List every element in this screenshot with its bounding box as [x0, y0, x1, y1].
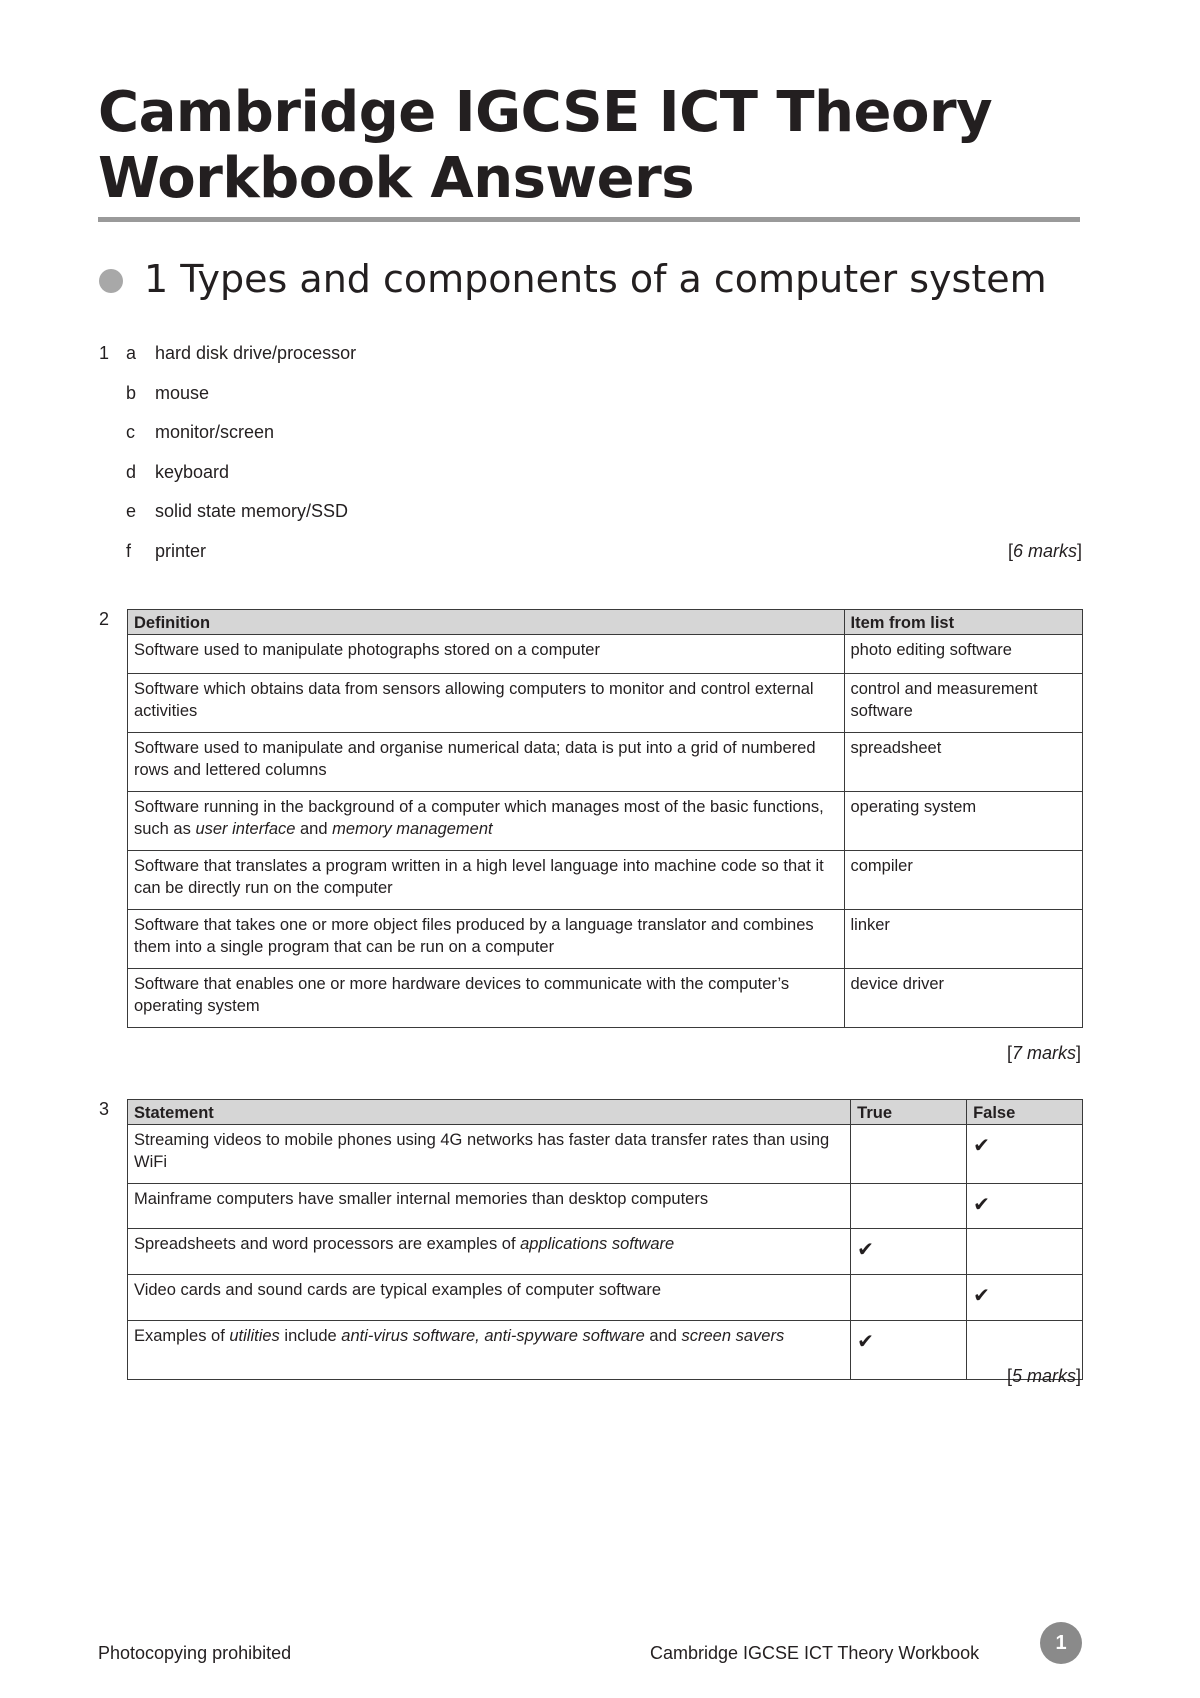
item-letter: c — [126, 422, 135, 443]
item-answer: keyboard — [155, 461, 230, 482]
statement-cell: Streaming videos to mobile phones using 4G networks has faster data transfer rates than using WiFi — [128, 1125, 851, 1184]
item-letter: f — [126, 540, 132, 561]
item-answer: mouse — [155, 382, 210, 403]
item-letter: d — [126, 461, 137, 482]
footer-copyright: Photocopying prohibited — [98, 1643, 292, 1663]
item-answer: solid state memory/SSD — [155, 501, 349, 522]
item-letter: b — [126, 382, 137, 403]
item-answer: printer — [155, 540, 207, 561]
question-1 — [98, 338, 1082, 576]
definition-cell: Software running in the background of a computer which manages most of the basic functions, such as user interface and memory management — [128, 792, 845, 851]
definition-cell: Software that translates a program written in a high level language into machine code so that it can be directly run on the computer — [128, 851, 845, 910]
q1-item-e — [98, 496, 1082, 536]
section-heading — [98, 255, 1098, 305]
table-row — [128, 1229, 1083, 1275]
q1-item-c — [98, 417, 1082, 457]
q1-item-f — [98, 536, 1082, 576]
item-answer: hard disk drive/processor — [155, 343, 357, 363]
true-cell: ✔ — [851, 1229, 967, 1275]
q3-marks: [5 marks] — [1006, 1366, 1081, 1386]
item-letter: e — [126, 501, 137, 522]
statement-cell: Examples of utilities include anti-virus software, anti-spyware software and screen savers — [128, 1321, 851, 1380]
definition-cell: Software that takes one or more object files produced by a language translator and combines them into a single program that can be run on a computer — [128, 910, 845, 969]
true-cell: ✔ — [851, 1321, 967, 1380]
item-cell: control and measurement software — [844, 674, 1083, 733]
statement-cell: Spreadsheets and word processors are examples of applications software — [128, 1229, 851, 1275]
statement-cell: Mainframe computers have smaller internal memories than desktop computers — [128, 1184, 851, 1229]
table-row — [128, 674, 1083, 733]
definition-cell: Software used to manipulate photographs stored on a computer — [128, 635, 845, 674]
statement-cell: Video cards and sound cards are typical examples of computer software — [128, 1275, 851, 1321]
footer-book-title: Cambridge IGCSE ICT Theory Workbook — [650, 1643, 980, 1663]
definition-cell: Software that enables one or more hardware devices to communicate with the computer’s operating system — [128, 969, 845, 1028]
column-header-true: True — [851, 1100, 967, 1125]
table-row — [128, 910, 1083, 969]
item-cell: operating system — [844, 792, 1083, 851]
page-number-badge: 1 — [1040, 1622, 1082, 1664]
table-row — [128, 1321, 1083, 1380]
title-divider — [98, 217, 1080, 222]
definition-cell: Software used to manipulate and organise numerical data; data is put into a grid of numbered rows and lettered columns — [128, 733, 845, 792]
question-2-number: 2 — [99, 609, 110, 629]
question-number: 1 — [99, 343, 110, 363]
item-cell: linker — [844, 910, 1083, 969]
table-row — [128, 635, 1083, 674]
false-cell: ✔ — [967, 1184, 1083, 1229]
item-answer: monitor/screen — [155, 422, 275, 443]
section-bullet-icon — [99, 269, 123, 293]
question-3-table — [127, 1099, 1083, 1380]
page-title-line-2: Workbook Answers — [98, 146, 695, 211]
q1-marks: [6 marks] — [1007, 540, 1082, 561]
item-cell: compiler — [844, 851, 1083, 910]
table-row — [128, 1125, 1083, 1184]
question-3-number: 3 — [99, 1099, 110, 1119]
column-header-item: Item from list — [844, 610, 1083, 635]
q2-marks: [7 marks] — [1006, 1043, 1081, 1063]
q1-item-d — [98, 457, 1082, 497]
table-row — [128, 969, 1083, 1028]
column-header-false: False — [967, 1100, 1083, 1125]
true-cell — [851, 1184, 967, 1229]
true-cell — [851, 1125, 967, 1184]
table-row — [128, 792, 1083, 851]
table-row — [128, 1275, 1083, 1321]
false-cell — [967, 1229, 1083, 1275]
question-2-table — [127, 609, 1083, 1028]
item-letter: a — [126, 343, 137, 363]
false-cell: ✔ — [967, 1275, 1083, 1321]
section-title: 1 Types and components of a computer system — [144, 257, 1047, 301]
page-title — [98, 80, 1098, 212]
false-cell: ✔ — [967, 1125, 1083, 1184]
q1-item-a — [98, 338, 1082, 378]
item-cell: spreadsheet — [844, 733, 1083, 792]
item-cell: device driver — [844, 969, 1083, 1028]
definition-cell: Software which obtains data from sensors allowing computers to monitor and control external activities — [128, 674, 845, 733]
column-header-statement: Statement — [128, 1100, 851, 1125]
table-row — [128, 733, 1083, 792]
table-row — [128, 1184, 1083, 1229]
q1-item-b — [98, 378, 1082, 418]
true-cell — [851, 1275, 967, 1321]
item-cell: photo editing software — [844, 635, 1083, 674]
table-header-row — [128, 610, 1083, 635]
page-title-line-1: Cambridge IGCSE ICT Theory — [98, 80, 993, 145]
table-row — [128, 851, 1083, 910]
column-header-definition: Definition — [128, 610, 845, 635]
table-header-row — [128, 1100, 1083, 1125]
